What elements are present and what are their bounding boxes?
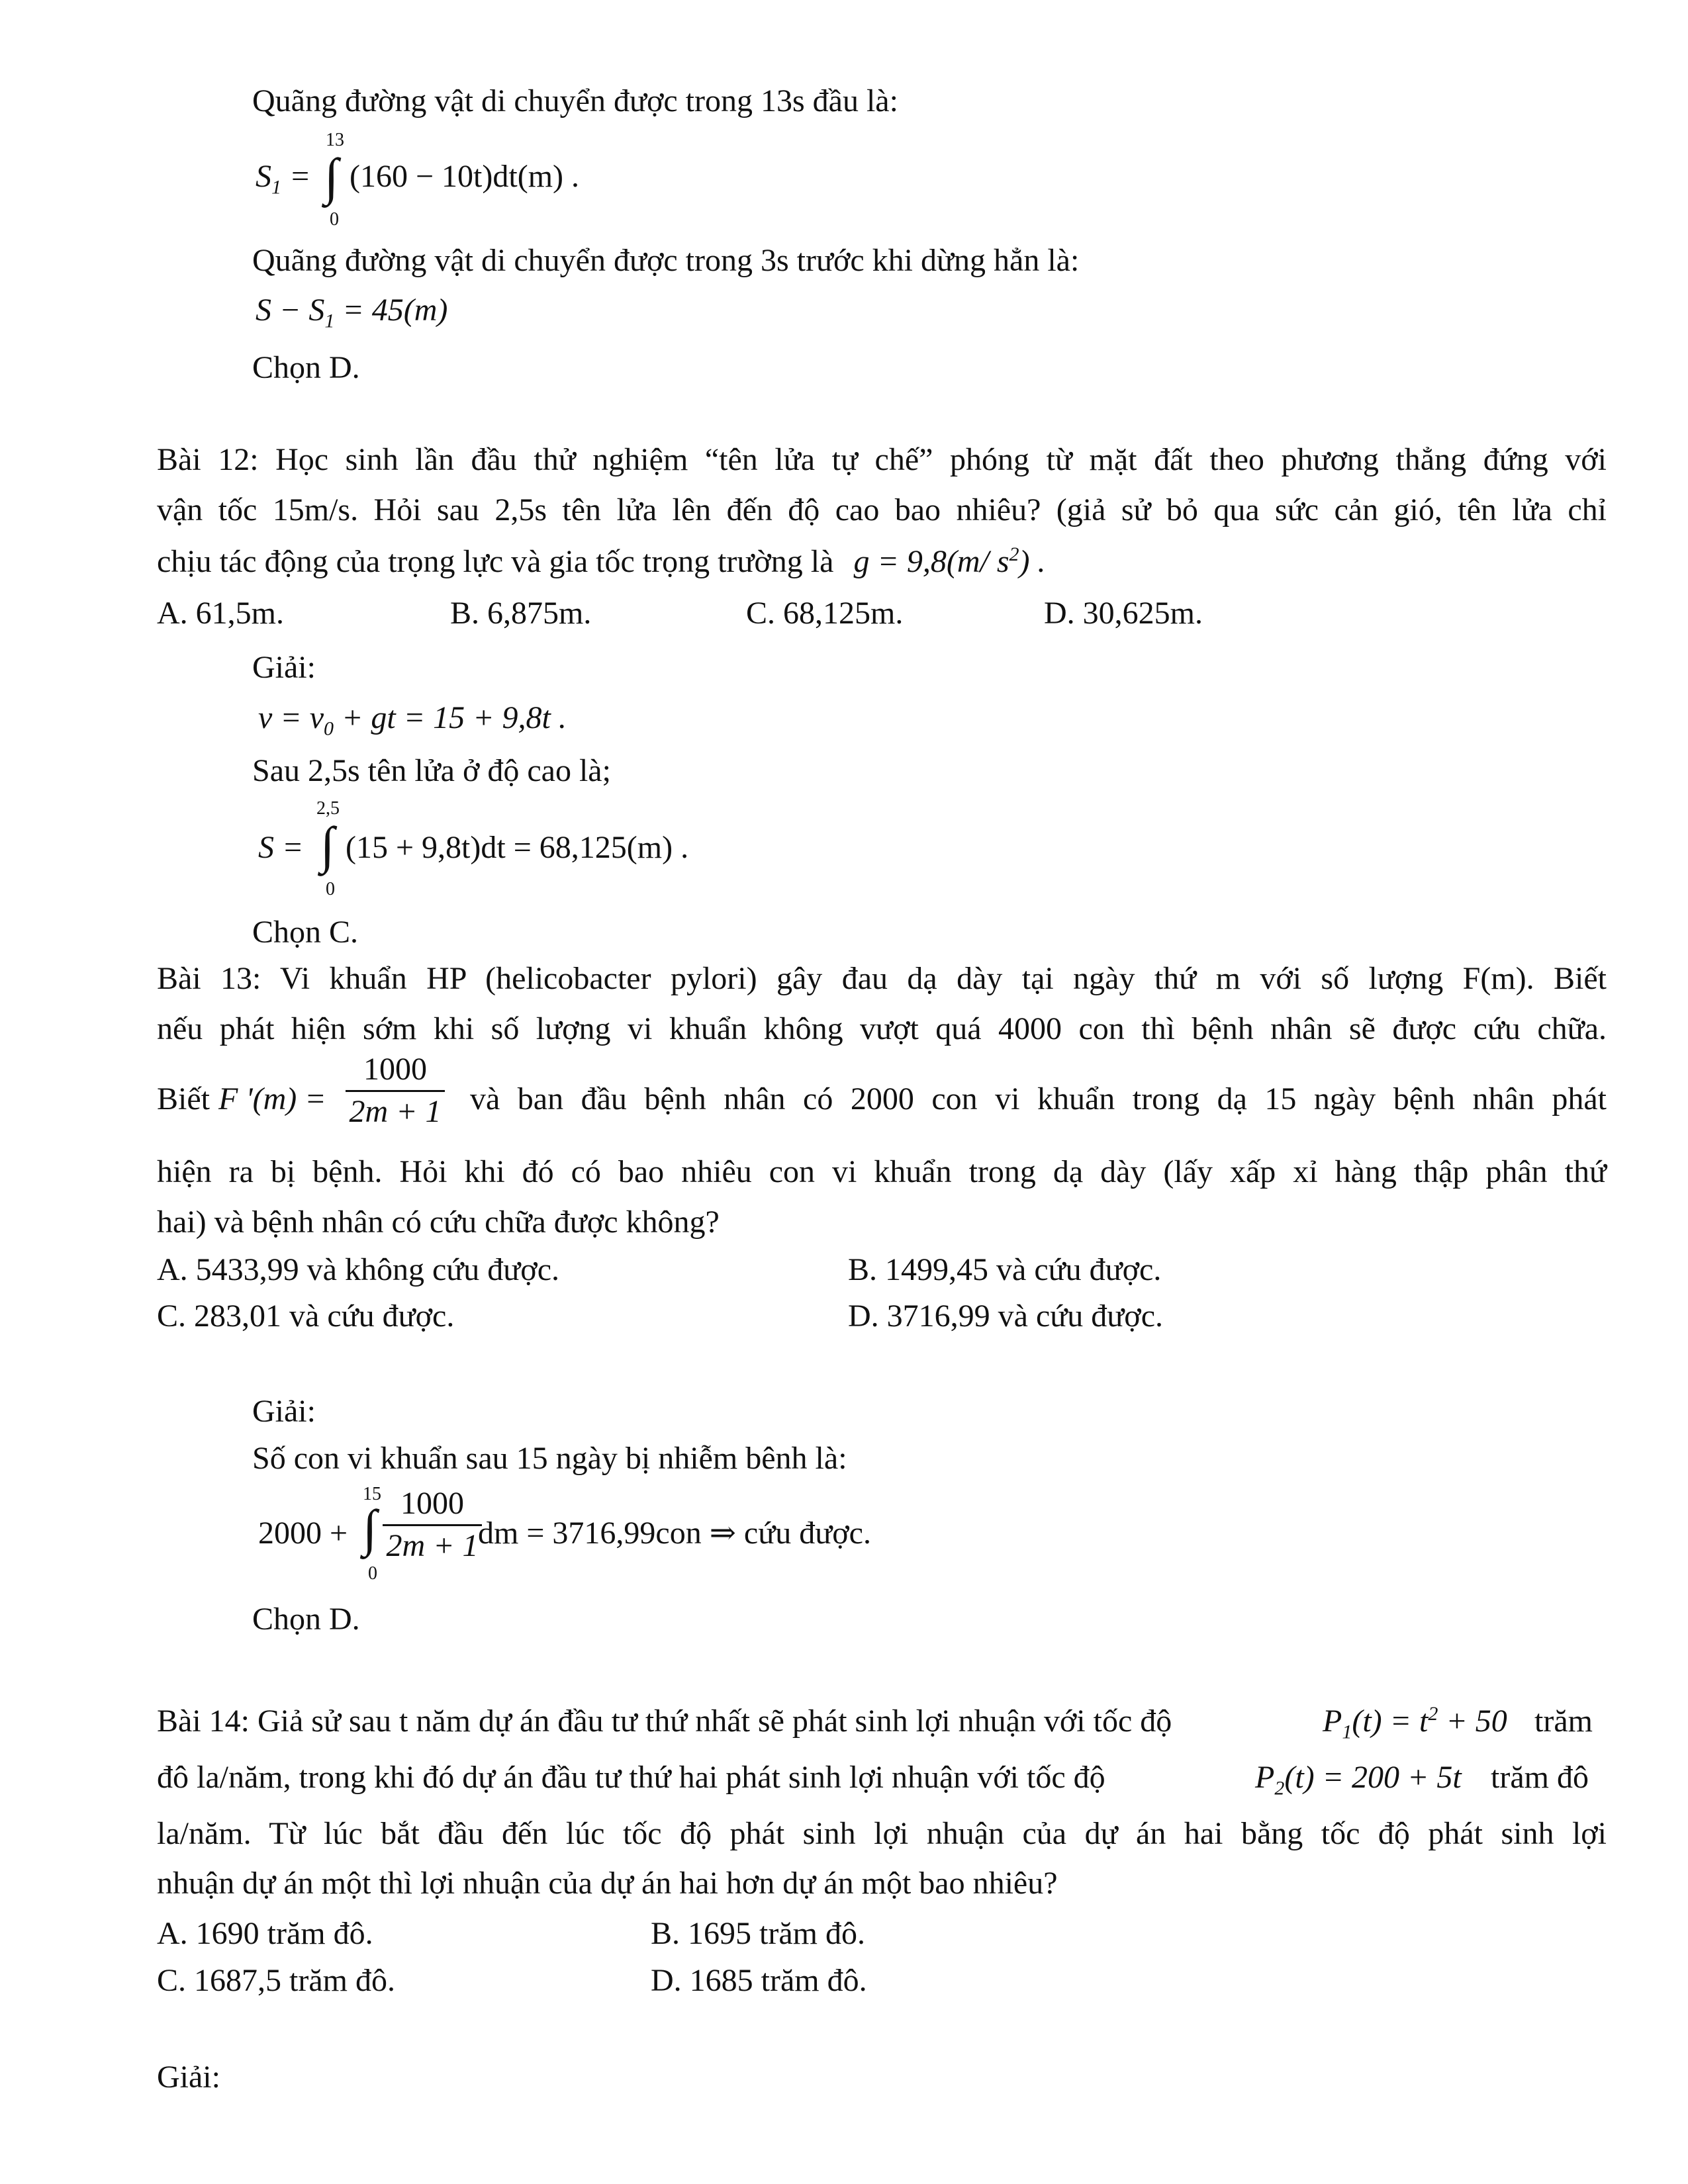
calc-upper-limit: 15	[363, 1484, 381, 1504]
s1-lower-limit: 0	[330, 209, 339, 230]
bai13-line5: hai) và bệnh nhân có cứu chữa được không?	[157, 1205, 720, 1240]
bai12-giai: Giải:	[252, 650, 316, 685]
p2-formula: $P_2(t) = 200 + 5t$	[1255, 1760, 1462, 1799]
bai12-line1: Bài 12: Học sinh lần đầu thử nghiệm “tên lửa tự chế” phóng từ mặt đất theo phương thẳng đứng với	[157, 442, 1607, 477]
bai13-line1: Bài 13: Vi khuẩn HP (helicobacter pylori) gây đau dạ dày tại ngày thứ m với số lượng F(m). Biết	[157, 961, 1607, 996]
calc-lower-limit: 0	[368, 1563, 377, 1584]
bai14-option-c: C. 1687,5 trăm đô.	[157, 1963, 395, 1998]
calc-fraction: 1000 2m + 1	[383, 1486, 482, 1564]
g-formula: g = 9,8(m/ $s^2$) .	[853, 543, 1046, 579]
b1-diff-formula: $S - S_1 = 45(m)$	[256, 293, 448, 332]
bai14-option-b: B. 1695 trăm đô.	[651, 1916, 865, 1951]
integral-sign: ∫	[363, 1499, 377, 1557]
integral-sign: ∫	[320, 816, 335, 874]
f-derivative-lhs: F '(m) =	[218, 1081, 326, 1116]
bai14-giai: Giải:	[157, 2060, 220, 2095]
s1-integrand: (160 − 10t)dt(m) .	[350, 159, 580, 194]
bai12-option-a: A. 61,5m.	[157, 596, 284, 631]
bai12-option-b: B. 6,875m.	[450, 596, 592, 631]
bai12-velocity: $v = v_0$ + gt = 15 + 9,8t .	[258, 700, 567, 740]
bai13-option-c: C. 283,01 và cứu được.	[157, 1298, 455, 1334]
bai13-text2: Số con vi khuẩn sau 15 ngày bị nhiễm bênh là:	[252, 1441, 847, 1476]
bai14-option-d: D. 1685 trăm đô.	[651, 1963, 867, 1998]
bai14-line4: nhuận dự án một thì lợi nhuận của dự án hai hơn dự án một bao nhiêu?	[157, 1866, 1058, 1901]
bai13-line2: nếu phát hiện sớm khi số lượng vi khuẩn không vượt quá 4000 con thì bệnh nhân sẽ được cứu chữa.	[157, 1011, 1607, 1046]
s-integrand: (15 + 9,8t)dt = 68,125(m) .	[346, 830, 689, 865]
bai12-line3: chịu tác động của trọng lực và gia tốc trọng trường là g = 9,8(m/ $s^2$) .	[157, 543, 1046, 579]
bai12-line2: vận tốc 15m/s. Hỏi sau 2,5s tên lửa lên đến độ cao bao nhiêu? (giả sử bỏ qua sức cản gió, tên lửa chỉ	[157, 492, 1607, 527]
integral-sign: ∫	[324, 148, 339, 205]
bai13-choice: Chọn D.	[252, 1602, 360, 1637]
s1-upper-limit: 13	[326, 130, 344, 150]
bai13-option-b: B. 1499,45 và cứu được.	[848, 1252, 1162, 1287]
p1-formula: $P_1(t) = t^2 + 50$	[1323, 1703, 1507, 1743]
s-lower-limit: 0	[326, 879, 335, 899]
calc-result: dm = 3716,99con ⇒ cứu được.	[478, 1516, 871, 1551]
bai13-line4: hiện ra bị bệnh. Hỏi khi đó có bao nhiêu con vi khuẩn trong dạ dày (lấy xấp xỉ hàng thập phân thứ	[157, 1154, 1607, 1189]
bai14-line3: la/năm. Từ lúc bắt đầu đến lúc tốc độ phát sinh lợi nhuận của dự án hai bằng tốc độ phát sinh lợi	[157, 1816, 1607, 1851]
bai12-text2: Sau 2,5s tên lửa ở độ cao là;	[252, 753, 611, 788]
bai12-option-d: D. 30,625m.	[1044, 596, 1203, 631]
bai13-option-d: D. 3716,99 và cứu được.	[848, 1298, 1163, 1334]
bai12-option-c: C. 68,125m.	[746, 596, 904, 631]
f-derivative-fraction: 1000 2m + 1	[346, 1052, 445, 1130]
s-upper-limit: 2,5	[316, 798, 340, 819]
bai13-giai: Giải:	[252, 1394, 316, 1429]
b1-choice: Chọn D.	[252, 350, 360, 385]
bai13-option-a: A. 5433,99 và không cứu được.	[157, 1252, 559, 1287]
bai12-choice: Chọn C.	[252, 915, 359, 950]
b1-intro2: Quãng đường vật di chuyển được trong 3s trước khi dừng hẳn là:	[252, 243, 1080, 278]
bai14-option-a: A. 1690 trăm đô.	[157, 1916, 373, 1951]
b1-intro: Quãng đường vật di chuyển được trong 13s đầu là:	[252, 83, 898, 118]
